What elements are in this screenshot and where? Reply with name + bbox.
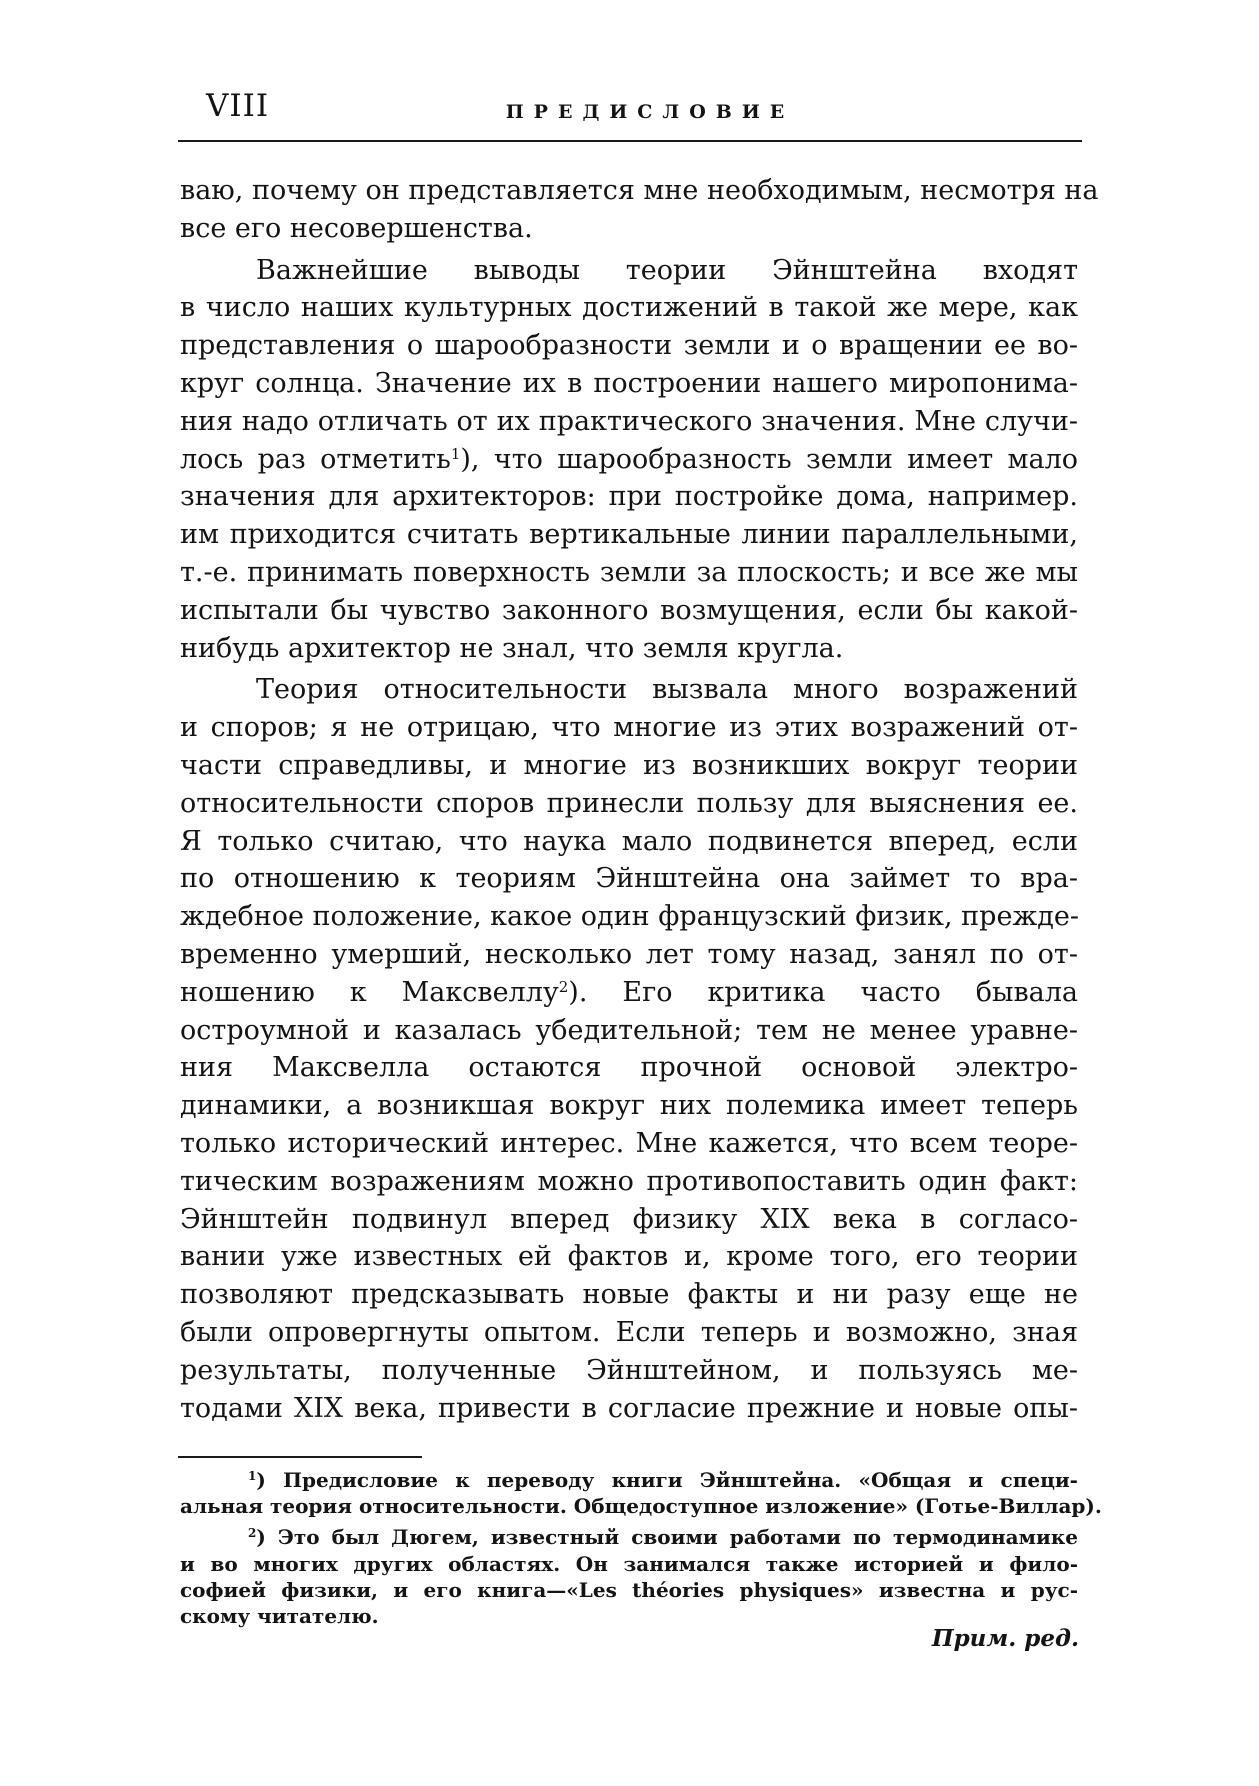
body-line: ждебное положение, какое один французский физик, прежде- (180, 901, 1080, 933)
footnote-mark-1: 1 (248, 1469, 257, 1483)
body-line: все его несовершенства. (180, 212, 533, 244)
body-line: Важнейшие выводы теории Эйнштейна входят (256, 254, 1078, 286)
footnote-line: скому читателю. (180, 1603, 379, 1628)
body-line: Теория относительности вызвала много возражений (256, 674, 1078, 706)
body-line: т.-е. принимать поверхность земли за плоскость; и все же мы (180, 556, 1078, 588)
body-line-part: ношению к Максвеллу (180, 976, 559, 1008)
footnote-text: Предисловие к переводу книги Эйнштейна. «Общая и специ- (283, 1468, 1078, 1492)
footnote-line (180, 1524, 1078, 1550)
body-line: круг солнца. Значение их в построении нашего миропонима- (180, 367, 1078, 399)
footnote-mark-suffix: ) (256, 1468, 266, 1492)
body-line-part: лось раз отметить (180, 443, 451, 475)
body-line: Я только считаю, что наука мало подвинется вперед, если (180, 825, 1078, 857)
body-line: по отношению к теориям Эйнштейна она займет то вра- (180, 863, 1078, 895)
body-line: относительности споров принесли пользу для выяснения ее. (180, 787, 1078, 819)
body-line: представления о шарообразности земли и о вращении ее во- (180, 330, 1078, 362)
body-line-part: ), что шарообразность земли имеет мало (460, 443, 1079, 475)
footnotes (180, 1467, 1102, 1629)
body-line: части справедливы, и многие из возникших вокруг теории (180, 749, 1078, 781)
footnote-mark-2: 2 (248, 1526, 257, 1541)
body-line: были опровергнуты опытом. Если теперь и возможно, зная (180, 1316, 1078, 1348)
footnote-mark-suffix: ) (256, 1525, 266, 1550)
body-line: временно умерший, несколько лет тому назад, занял по от- (180, 938, 1078, 970)
footnote-line (180, 1467, 1078, 1493)
footnote-ref-1[interactable]: 1 (450, 444, 461, 463)
running-title: ПРЕДИСЛОВИЕ (505, 101, 795, 123)
body-line: ваю, почему он представляется мне необходимым, несмотря на (180, 175, 1099, 206)
footnote-line: альная теория относительности. Общедоступное изложение» (Готье-Виллар). (180, 1494, 1102, 1519)
body-line: Эйнштейн подвинул вперед физику XIX века в согласо- (180, 1203, 1078, 1235)
editor-note: Прим. ред. (931, 1625, 1079, 1652)
body-line: ния Максвелла остаются прочной основой электро- (180, 1052, 1078, 1084)
footnote-line: и во многих других областях. Он занимался также историей и фило- (180, 1551, 1078, 1576)
body-line: испытали бы чувство законного возмущения, если бы какой- (180, 594, 1078, 626)
body-line: тодами XIX века, привести в согласие прежние и новые опы- (180, 1392, 1078, 1424)
footnote-text: Это был Дюгем, известный своими работами по термодинамике (277, 1525, 1078, 1550)
footnote-rule (178, 1456, 422, 1458)
body-line: тическим возражениям можно противопоставить один факт: (180, 1165, 1078, 1197)
body-line (180, 974, 1078, 1012)
body-line: вании уже известных ей фактов и, кроме того, его теории (180, 1241, 1078, 1273)
footnote-ref-2[interactable]: 2 (558, 977, 569, 996)
page-number: VIII (206, 88, 270, 124)
body-line: значения для архитекторов: при постройке дома, например. (180, 481, 1078, 513)
body-line-part: ). Его критика часто бывала (568, 976, 1078, 1008)
body-line: результаты, полученные Эйнштейном, и пользуясь ме- (180, 1354, 1078, 1386)
body-line: нибудь архитектор не знал, что земля кругла. (180, 632, 844, 664)
body-text (180, 172, 1099, 1427)
body-line: только исторический интерес. Мне кажется, что всем теоре- (180, 1127, 1078, 1159)
body-line: остроумной и казалась убедительной; тем не менее уравне- (180, 1014, 1078, 1046)
body-line: в число наших культурных достижений в такой же мере, как (180, 292, 1078, 324)
body-line: ния надо отличать от их практического значения. Мне случи- (180, 405, 1078, 437)
body-line: им приходится считать вертикальные линии параллельными, (180, 519, 1078, 551)
footnote-line: софией физики, и его книга—«Les théories physiques» известна и рус- (180, 1577, 1078, 1602)
body-line: динамики, а возникшая вокруг них полемика имеет теперь (180, 1090, 1078, 1122)
body-line: и споров; я не отрицаю, что многие из этих возражений от- (180, 712, 1078, 744)
header-rule (178, 140, 1082, 142)
body-line: позволяют предсказывать новые факты и ни разу еще не (180, 1279, 1078, 1311)
body-line (180, 441, 1078, 479)
